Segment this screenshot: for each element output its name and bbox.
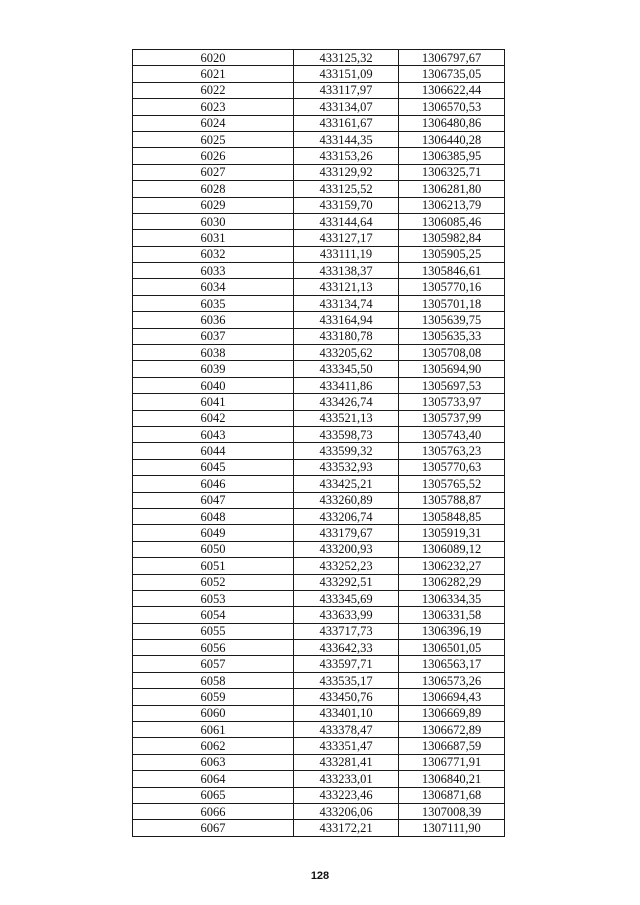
- y-coordinate-cell: 1306281,80: [399, 181, 505, 197]
- table-row: [133, 754, 505, 770]
- x-coordinate-cell: 433125,52: [294, 181, 399, 197]
- y-coordinate-cell: 1305737,99: [399, 410, 505, 426]
- table-row: [133, 590, 505, 606]
- y-coordinate-cell: 1306563,17: [399, 656, 505, 672]
- table-row: [133, 771, 505, 787]
- x-coordinate-cell: 433401,10: [294, 705, 399, 721]
- table-row: [133, 426, 505, 442]
- point-number-cell: 6066: [133, 803, 294, 819]
- y-coordinate-cell: 1305697,53: [399, 377, 505, 393]
- y-coordinate-cell: 1306694,43: [399, 689, 505, 705]
- point-number-cell: 6022: [133, 82, 294, 98]
- table-row: [133, 689, 505, 705]
- x-coordinate-cell: 433521,13: [294, 410, 399, 426]
- y-coordinate-cell: 1305919,31: [399, 525, 505, 541]
- x-coordinate-cell: 433598,73: [294, 426, 399, 442]
- x-coordinate-cell: 433129,92: [294, 164, 399, 180]
- table-row: [133, 50, 505, 66]
- x-coordinate-cell: 433233,01: [294, 771, 399, 787]
- x-coordinate-cell: 433378,47: [294, 722, 399, 738]
- point-number-cell: 6057: [133, 656, 294, 672]
- coordinates-table-body: [133, 50, 505, 837]
- y-coordinate-cell: 1305763,23: [399, 443, 505, 459]
- y-coordinate-cell: 1305639,75: [399, 312, 505, 328]
- table-row: [133, 820, 505, 836]
- table-row: [133, 377, 505, 393]
- point-number-cell: 6055: [133, 623, 294, 639]
- x-coordinate-cell: 433200,93: [294, 541, 399, 557]
- y-coordinate-cell: 1305765,52: [399, 476, 505, 492]
- table-row: [133, 738, 505, 754]
- x-coordinate-cell: 433127,17: [294, 230, 399, 246]
- point-number-cell: 6050: [133, 541, 294, 557]
- point-number-cell: 6064: [133, 771, 294, 787]
- y-coordinate-cell: 1306573,26: [399, 672, 505, 688]
- x-coordinate-cell: 433153,26: [294, 148, 399, 164]
- y-coordinate-cell: 1305770,63: [399, 459, 505, 475]
- y-coordinate-cell: 1306334,35: [399, 590, 505, 606]
- y-coordinate-cell: 1305743,40: [399, 426, 505, 442]
- table-row: [133, 213, 505, 229]
- table-row: [133, 672, 505, 688]
- x-coordinate-cell: 433164,94: [294, 312, 399, 328]
- table-row: [133, 148, 505, 164]
- x-coordinate-cell: 433144,64: [294, 213, 399, 229]
- point-number-cell: 6041: [133, 394, 294, 410]
- x-coordinate-cell: 433351,47: [294, 738, 399, 754]
- y-coordinate-cell: 1306085,46: [399, 213, 505, 229]
- table-row: [133, 230, 505, 246]
- y-coordinate-cell: 1306622,44: [399, 82, 505, 98]
- point-number-cell: 6047: [133, 492, 294, 508]
- point-number-cell: 6036: [133, 312, 294, 328]
- x-coordinate-cell: 433206,74: [294, 508, 399, 524]
- y-coordinate-cell: 1305635,33: [399, 328, 505, 344]
- table-row: [133, 361, 505, 377]
- y-coordinate-cell: 1306672,89: [399, 722, 505, 738]
- y-coordinate-cell: 1305982,84: [399, 230, 505, 246]
- x-coordinate-cell: 433426,74: [294, 394, 399, 410]
- x-coordinate-cell: 433535,17: [294, 672, 399, 688]
- x-coordinate-cell: 433532,93: [294, 459, 399, 475]
- x-coordinate-cell: 433411,86: [294, 377, 399, 393]
- table-row: [133, 197, 505, 213]
- point-number-cell: 6067: [133, 820, 294, 836]
- table-row: [133, 705, 505, 721]
- y-coordinate-cell: 1305733,97: [399, 394, 505, 410]
- table-row: [133, 476, 505, 492]
- x-coordinate-cell: 433345,69: [294, 590, 399, 606]
- table-row: [133, 574, 505, 590]
- y-coordinate-cell: 1306089,12: [399, 541, 505, 557]
- point-number-cell: 6043: [133, 426, 294, 442]
- x-coordinate-cell: 433179,67: [294, 525, 399, 541]
- point-number-cell: 6049: [133, 525, 294, 541]
- x-coordinate-cell: 433134,07: [294, 99, 399, 115]
- y-coordinate-cell: 1306440,28: [399, 131, 505, 147]
- point-number-cell: 6059: [133, 689, 294, 705]
- point-number-cell: 6034: [133, 279, 294, 295]
- point-number-cell: 6045: [133, 459, 294, 475]
- x-coordinate-cell: 433252,23: [294, 558, 399, 574]
- point-number-cell: 6038: [133, 345, 294, 361]
- table-row: [133, 99, 505, 115]
- y-coordinate-cell: 1307111,90: [399, 820, 505, 836]
- table-row: [133, 541, 505, 557]
- point-number-cell: 6044: [133, 443, 294, 459]
- y-coordinate-cell: 1306331,58: [399, 607, 505, 623]
- x-coordinate-cell: 433151,09: [294, 66, 399, 82]
- y-coordinate-cell: 1305788,87: [399, 492, 505, 508]
- table-row: [133, 640, 505, 656]
- x-coordinate-cell: 433144,35: [294, 131, 399, 147]
- y-coordinate-cell: 1305708,08: [399, 345, 505, 361]
- point-number-cell: 6061: [133, 722, 294, 738]
- x-coordinate-cell: 433125,32: [294, 50, 399, 66]
- point-number-cell: 6037: [133, 328, 294, 344]
- table-row: [133, 82, 505, 98]
- point-number-cell: 6039: [133, 361, 294, 377]
- y-coordinate-cell: 1305770,16: [399, 279, 505, 295]
- table-row: [133, 623, 505, 639]
- point-number-cell: 6030: [133, 213, 294, 229]
- table-row: [133, 295, 505, 311]
- point-number-cell: 6035: [133, 295, 294, 311]
- table-row: [133, 279, 505, 295]
- x-coordinate-cell: 433180,78: [294, 328, 399, 344]
- x-coordinate-cell: 433599,32: [294, 443, 399, 459]
- y-coordinate-cell: 1305848,85: [399, 508, 505, 524]
- point-number-cell: 6048: [133, 508, 294, 524]
- y-coordinate-cell: 1306480,86: [399, 115, 505, 131]
- x-coordinate-cell: 433138,37: [294, 263, 399, 279]
- table-row: [133, 263, 505, 279]
- point-number-cell: 6021: [133, 66, 294, 82]
- table-row: [133, 492, 505, 508]
- point-number-cell: 6052: [133, 574, 294, 590]
- point-number-cell: 6024: [133, 115, 294, 131]
- point-number-cell: 6031: [133, 230, 294, 246]
- y-coordinate-cell: 1306771,91: [399, 754, 505, 770]
- y-coordinate-cell: 1305846,61: [399, 263, 505, 279]
- table-row: [133, 312, 505, 328]
- point-number-cell: 6062: [133, 738, 294, 754]
- table-row: [133, 459, 505, 475]
- y-coordinate-cell: 1306325,71: [399, 164, 505, 180]
- point-number-cell: 6023: [133, 99, 294, 115]
- y-coordinate-cell: 1306232,27: [399, 558, 505, 574]
- x-coordinate-cell: 433205,62: [294, 345, 399, 361]
- x-coordinate-cell: 433117,97: [294, 82, 399, 98]
- x-coordinate-cell: 433134,74: [294, 295, 399, 311]
- table-row: [133, 115, 505, 131]
- x-coordinate-cell: 433206,06: [294, 803, 399, 819]
- point-number-cell: 6060: [133, 705, 294, 721]
- y-coordinate-cell: 1305701,18: [399, 295, 505, 311]
- point-number-cell: 6040: [133, 377, 294, 393]
- table-row: [133, 443, 505, 459]
- y-coordinate-cell: 1306687,59: [399, 738, 505, 754]
- point-number-cell: 6026: [133, 148, 294, 164]
- x-coordinate-cell: 433425,21: [294, 476, 399, 492]
- y-coordinate-cell: 1305694,90: [399, 361, 505, 377]
- x-coordinate-cell: 433345,50: [294, 361, 399, 377]
- y-coordinate-cell: 1306669,89: [399, 705, 505, 721]
- x-coordinate-cell: 433633,99: [294, 607, 399, 623]
- x-coordinate-cell: 433717,73: [294, 623, 399, 639]
- x-coordinate-cell: 433292,51: [294, 574, 399, 590]
- x-coordinate-cell: 433121,13: [294, 279, 399, 295]
- x-coordinate-cell: 433597,71: [294, 656, 399, 672]
- y-coordinate-cell: 1306840,21: [399, 771, 505, 787]
- coordinates-table: [132, 49, 505, 837]
- point-number-cell: 6056: [133, 640, 294, 656]
- table-row: [133, 656, 505, 672]
- point-number-cell: 6065: [133, 787, 294, 803]
- point-number-cell: 6028: [133, 181, 294, 197]
- y-coordinate-cell: 1306871,68: [399, 787, 505, 803]
- y-coordinate-cell: 1306501,05: [399, 640, 505, 656]
- table-row: [133, 181, 505, 197]
- y-coordinate-cell: 1307008,39: [399, 803, 505, 819]
- x-coordinate-cell: 433450,76: [294, 689, 399, 705]
- table-row: [133, 66, 505, 82]
- table-row: [133, 508, 505, 524]
- y-coordinate-cell: 1306213,79: [399, 197, 505, 213]
- table-row: [133, 722, 505, 738]
- point-number-cell: 6053: [133, 590, 294, 606]
- table-row: [133, 787, 505, 803]
- table-row: [133, 246, 505, 262]
- point-number-cell: 6058: [133, 672, 294, 688]
- x-coordinate-cell: 433281,41: [294, 754, 399, 770]
- y-coordinate-cell: 1305905,25: [399, 246, 505, 262]
- table-row: [133, 328, 505, 344]
- table-row: [133, 345, 505, 361]
- y-coordinate-cell: 1306797,67: [399, 50, 505, 66]
- x-coordinate-cell: 433161,67: [294, 115, 399, 131]
- x-coordinate-cell: 433223,46: [294, 787, 399, 803]
- point-number-cell: 6042: [133, 410, 294, 426]
- point-number-cell: 6054: [133, 607, 294, 623]
- table-row: [133, 131, 505, 147]
- x-coordinate-cell: 433111,19: [294, 246, 399, 262]
- point-number-cell: 6025: [133, 131, 294, 147]
- x-coordinate-cell: 433260,89: [294, 492, 399, 508]
- y-coordinate-cell: 1306570,53: [399, 99, 505, 115]
- table-row: [133, 803, 505, 819]
- y-coordinate-cell: 1306735,05: [399, 66, 505, 82]
- point-number-cell: 6033: [133, 263, 294, 279]
- table-row: [133, 410, 505, 426]
- table-row: [133, 558, 505, 574]
- point-number-cell: 6046: [133, 476, 294, 492]
- x-coordinate-cell: 433642,33: [294, 640, 399, 656]
- point-number-cell: 6029: [133, 197, 294, 213]
- point-number-cell: 6063: [133, 754, 294, 770]
- x-coordinate-cell: 433172,21: [294, 820, 399, 836]
- point-number-cell: 6032: [133, 246, 294, 262]
- table-row: [133, 607, 505, 623]
- page-number: 128: [310, 870, 330, 882]
- point-number-cell: 6020: [133, 50, 294, 66]
- y-coordinate-cell: 1306282,29: [399, 574, 505, 590]
- point-number-cell: 6051: [133, 558, 294, 574]
- table-row: [133, 164, 505, 180]
- y-coordinate-cell: 1306396,19: [399, 623, 505, 639]
- table-row: [133, 394, 505, 410]
- table-row: [133, 525, 505, 541]
- x-coordinate-cell: 433159,70: [294, 197, 399, 213]
- point-number-cell: 6027: [133, 164, 294, 180]
- y-coordinate-cell: 1306385,95: [399, 148, 505, 164]
